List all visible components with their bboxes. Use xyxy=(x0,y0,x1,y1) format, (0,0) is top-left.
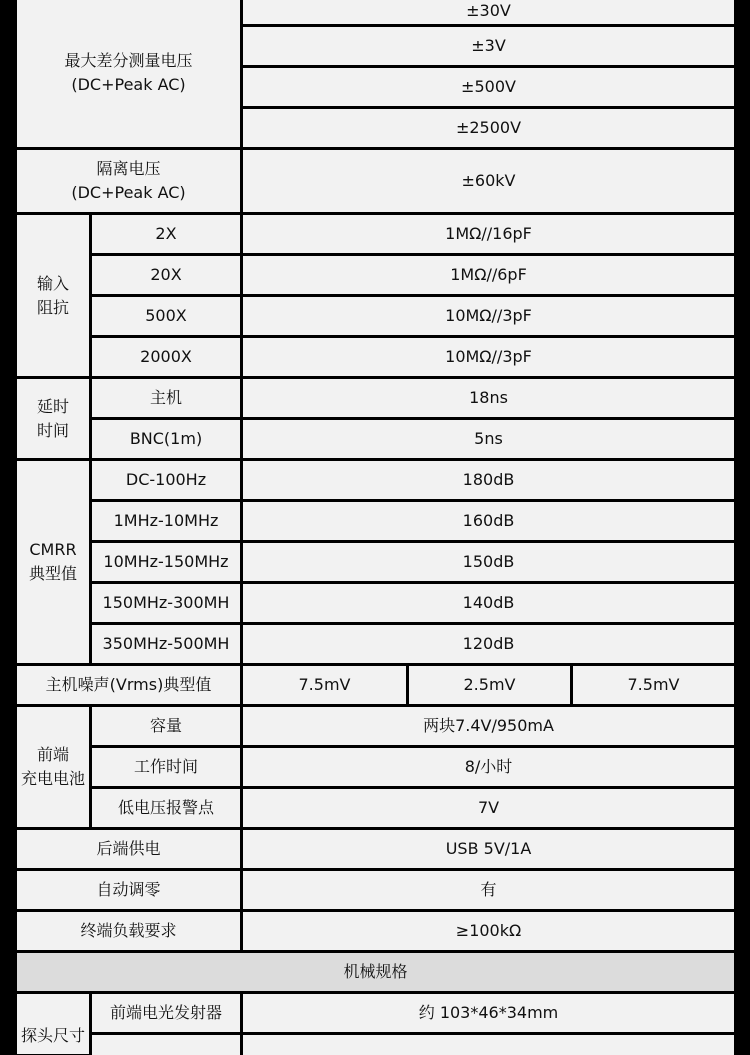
battery-label: 前端 充电电池 xyxy=(17,707,89,827)
isolation-voltage-label: 隔离电压 (DC+Peak AC) xyxy=(17,150,240,212)
cmrr-value-3: 150dB xyxy=(243,543,734,581)
cmrr-name-2: 1MHz-10MHz xyxy=(92,502,240,540)
impedance-value-4: 10MΩ//3pF xyxy=(243,338,734,376)
cmrr-name-4: 150MHz-300MH xyxy=(92,584,240,622)
auto-zero-label: 自动调零 xyxy=(17,871,240,909)
delay-name-2: BNC(1m) xyxy=(92,420,240,458)
battery-value-3: 7V xyxy=(243,789,734,827)
rear-power-value: USB 5V/1A xyxy=(243,830,734,868)
probe-size-value-1: 约 103*46*34mm xyxy=(243,994,734,1032)
battery-name-2: 工作时间 xyxy=(92,748,240,786)
probe-size-name-2 xyxy=(92,1035,240,1055)
probe-size-value-2 xyxy=(243,1035,734,1055)
cmrr-value-2: 160dB xyxy=(243,502,734,540)
battery-name-3: 低电压报警点 xyxy=(92,789,240,827)
noise-label: 主机噪声(Vrms)典型值 xyxy=(17,666,240,704)
cmrr-value-4: 140dB xyxy=(243,584,734,622)
delay-name-1: 主机 xyxy=(92,379,240,417)
impedance-value-1: 1MΩ//16pF xyxy=(243,215,734,253)
battery-name-1: 容量 xyxy=(92,707,240,745)
cmrr-label: CMRR 典型值 xyxy=(17,461,89,663)
noise-value-2: 2.5mV xyxy=(409,666,570,704)
rear-power-label: 后端供电 xyxy=(17,830,240,868)
cmrr-name-5: 350MHz-500MH xyxy=(92,625,240,663)
impedance-name-2: 20X xyxy=(92,256,240,294)
probe-size-name-1: 前端电光发射器 xyxy=(92,994,240,1032)
delay-value-1: 18ns xyxy=(243,379,734,417)
load-requirement-label: 终端负载要求 xyxy=(17,912,240,950)
load-requirement-value: ≥100kΩ xyxy=(243,912,734,950)
max-diff-voltage-value-4: ±2500V xyxy=(243,109,734,147)
impedance-name-3: 500X xyxy=(92,297,240,335)
max-diff-voltage-label: 最大差分测量电压 (DC+Peak AC) xyxy=(17,0,240,147)
battery-value-2: 8/小时 xyxy=(243,748,734,786)
battery-value-1: 两块7.4V/950mA xyxy=(243,707,734,745)
max-diff-voltage-value-2: ±3V xyxy=(243,27,734,65)
cmrr-value-5: 120dB xyxy=(243,625,734,663)
auto-zero-value: 有 xyxy=(243,871,734,909)
max-diff-voltage-value-3: ±500V xyxy=(243,68,734,106)
impedance-name-4: 2000X xyxy=(92,338,240,376)
impedance-name-1: 2X xyxy=(92,215,240,253)
cmrr-name-3: 10MHz-150MHz xyxy=(92,543,240,581)
mechanical-spec-header: 机械规格 xyxy=(17,953,734,991)
delay-value-2: 5ns xyxy=(243,420,734,458)
impedance-value-3: 10MΩ//3pF xyxy=(243,297,734,335)
cmrr-name-1: DC-100Hz xyxy=(92,461,240,499)
max-diff-voltage-value-1: ±30V xyxy=(243,0,734,24)
noise-value-1: 7.5mV xyxy=(243,666,406,704)
isolation-voltage-value: ±60kV xyxy=(243,150,734,212)
probe-size-label: 探头尺寸 xyxy=(17,994,89,1054)
delay-label: 延时 时间 xyxy=(17,379,89,458)
input-impedance-label: 输入 阻抗 xyxy=(17,215,89,376)
noise-value-3: 7.5mV xyxy=(573,666,734,704)
impedance-value-2: 1MΩ//6pF xyxy=(243,256,734,294)
cmrr-value-1: 180dB xyxy=(243,461,734,499)
